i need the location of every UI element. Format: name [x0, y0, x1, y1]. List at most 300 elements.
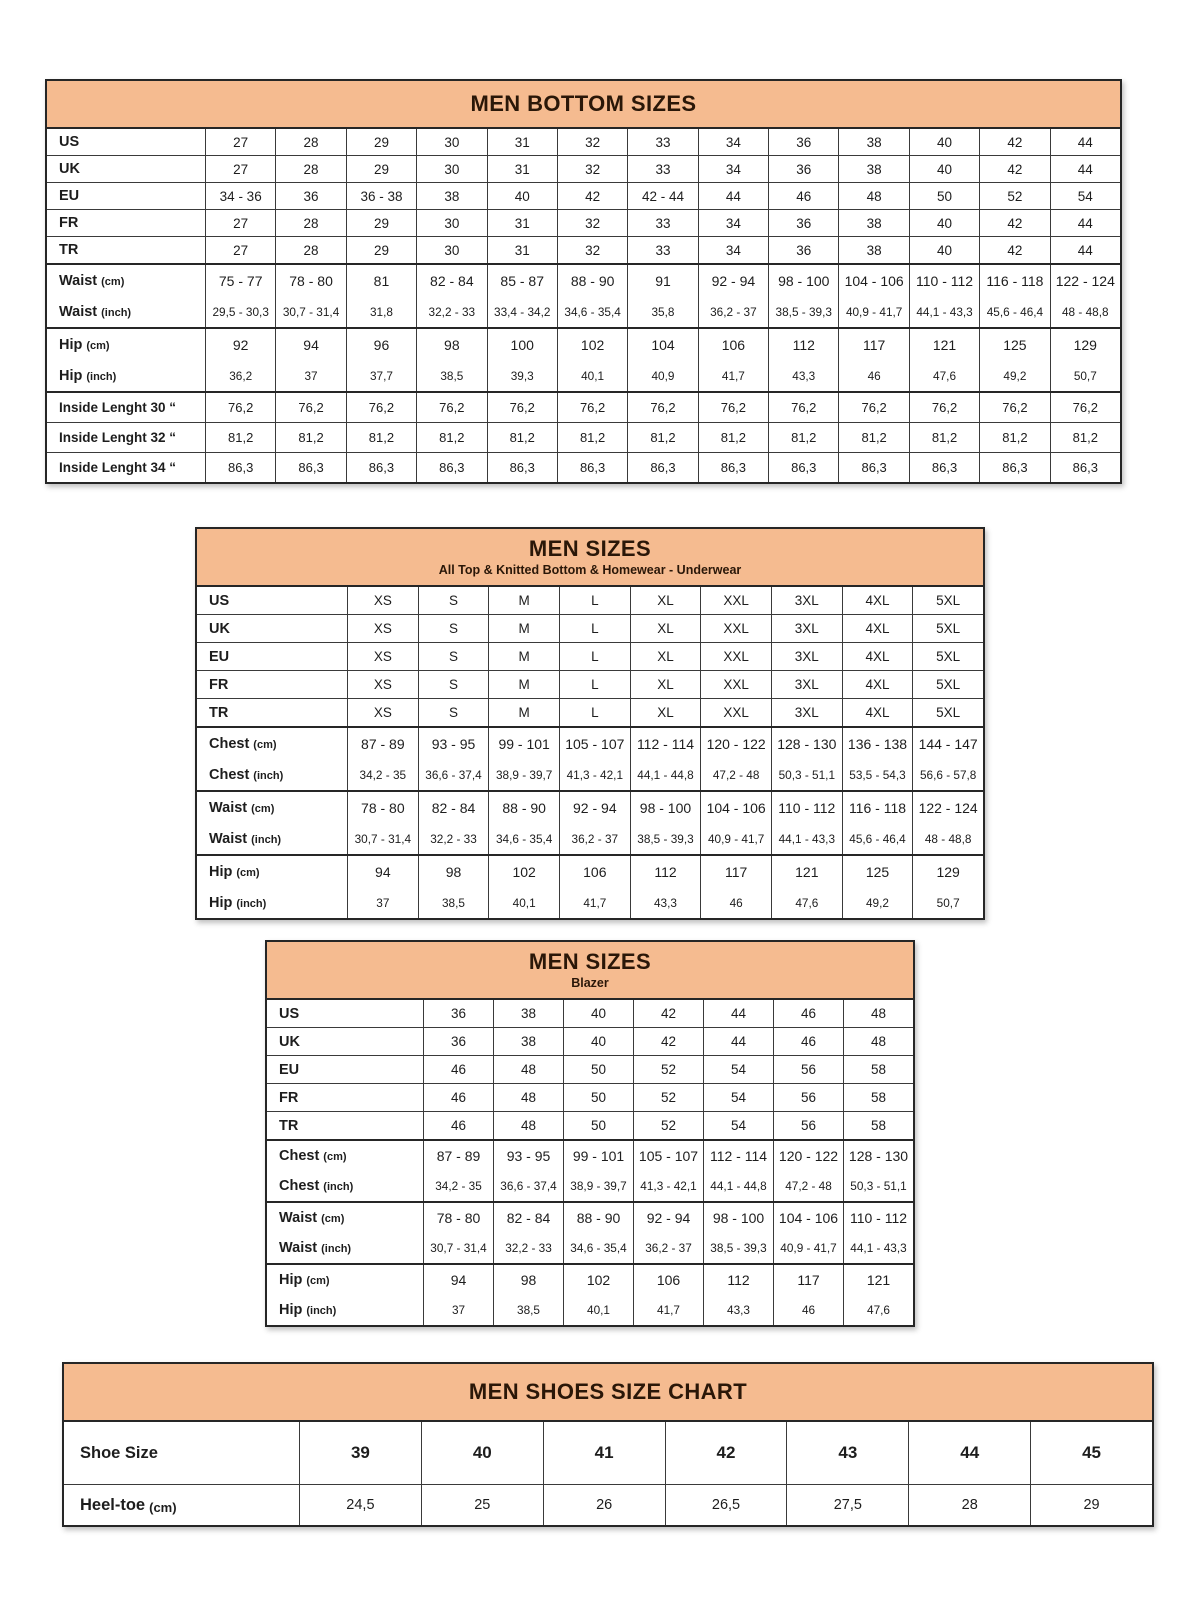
- row-label: [47, 296, 205, 327]
- table-cell: 41,7: [559, 887, 630, 918]
- table-cell: M: [488, 643, 559, 670]
- row-label: [64, 1422, 299, 1484]
- table-cell: 117: [773, 1265, 843, 1295]
- table-cell: 98 - 100: [630, 792, 701, 823]
- men-bottom-sizes-table: [45, 79, 1122, 484]
- table-row: [197, 671, 983, 698]
- table-cell: 40: [563, 1000, 633, 1027]
- table-cell: 129: [1050, 329, 1120, 360]
- table-row: [47, 129, 1120, 155]
- table-cell: 58: [843, 1056, 913, 1083]
- table-cell: 5XL: [912, 587, 983, 614]
- table-cell: 36: [275, 183, 345, 209]
- table-cell: 76,2: [627, 393, 697, 422]
- table-cell: 32: [557, 237, 627, 263]
- table-cell: 129: [912, 856, 983, 887]
- row-label-text: FR: [209, 676, 229, 693]
- table-cell: 30: [416, 129, 486, 155]
- table-cell: 40,1: [557, 360, 627, 391]
- table-cell: 29,5 - 30,3: [205, 296, 275, 327]
- row-label-text: US: [59, 134, 80, 150]
- row-label-text: Chest: [209, 766, 250, 783]
- table-cell: 47,6: [843, 1295, 913, 1325]
- table-cell: 27: [205, 156, 275, 182]
- table-cell: 40: [563, 1028, 633, 1055]
- table-row: [197, 823, 983, 854]
- table-row: [47, 423, 1120, 452]
- table-cell: 44,1 - 43,3: [771, 823, 842, 854]
- table-cell: 38,5: [418, 887, 489, 918]
- table-cell: 38,5: [416, 360, 486, 391]
- table-cell: 86,3: [698, 453, 768, 482]
- table-cell: 4XL: [842, 615, 913, 642]
- table-cell: 46: [423, 1056, 493, 1083]
- table-cell: 36: [423, 1000, 493, 1027]
- row-group: [197, 854, 983, 918]
- table-cell: 88 - 90: [557, 265, 627, 296]
- table-cell: XL: [630, 587, 701, 614]
- table-cell: 112 - 114: [703, 1141, 773, 1171]
- table-cell: 81,2: [275, 423, 345, 452]
- table-cell: 5XL: [912, 671, 983, 698]
- table-cell: 44: [1050, 210, 1120, 236]
- table-cell: 38,9 - 39,7: [488, 759, 559, 790]
- table-row: [197, 643, 983, 670]
- table-cell: 34: [698, 237, 768, 263]
- table-cell: XXL: [700, 615, 771, 642]
- row-label-text: EU: [209, 648, 230, 665]
- table-cell: 36,2 - 37: [633, 1233, 703, 1263]
- table-cell: 26: [543, 1485, 665, 1525]
- table-cell: 92: [205, 329, 275, 360]
- table-cell: 3XL: [771, 699, 842, 726]
- row-group: [197, 698, 983, 726]
- table-cell: 110 - 112: [843, 1203, 913, 1233]
- table-cell: 48: [493, 1084, 563, 1111]
- table-cell: 56,6 - 57,8: [912, 759, 983, 790]
- table-cell: 50,3 - 51,1: [771, 759, 842, 790]
- row-label-text: Waist: [209, 799, 248, 816]
- table-cell: 32: [557, 210, 627, 236]
- row-label: [267, 1000, 423, 1027]
- table-cell: L: [559, 615, 630, 642]
- table-cell: 33: [627, 156, 697, 182]
- table-cell: 104 - 106: [773, 1203, 843, 1233]
- table-cell: 25: [421, 1485, 543, 1525]
- table-cell: 39: [299, 1422, 421, 1484]
- row-unit-label: (cm): [253, 738, 277, 751]
- table-row: [197, 856, 983, 887]
- table-cell: 99 - 101: [563, 1141, 633, 1171]
- table-row: [47, 237, 1120, 263]
- table-cell: 46: [423, 1084, 493, 1111]
- table-cell: 42: [979, 129, 1049, 155]
- table-cell: 41,7: [698, 360, 768, 391]
- table-cell: 36,6 - 37,4: [418, 759, 489, 790]
- table-cell: 37: [275, 360, 345, 391]
- table-cell: 47,6: [909, 360, 979, 391]
- table-cell: 81,2: [838, 423, 908, 452]
- table-cell: 42: [633, 1028, 703, 1055]
- row-unit-label: (inch): [323, 1181, 354, 1193]
- table-cell: 93 - 95: [493, 1141, 563, 1171]
- table-cell: 47,2 - 48: [700, 759, 771, 790]
- table-cell: 38,9 - 39,7: [563, 1171, 633, 1201]
- table-cell: 48: [493, 1056, 563, 1083]
- table-cell: 44,1 - 44,8: [630, 759, 701, 790]
- table-cell: 29: [346, 129, 416, 155]
- row-label: [47, 453, 205, 482]
- table-row: [267, 1028, 913, 1055]
- table-cell: 54: [703, 1112, 773, 1139]
- table-cell: M: [488, 699, 559, 726]
- row-label-text: UK: [209, 620, 230, 637]
- table-cell: 50: [563, 1084, 633, 1111]
- table-cell: 116 - 118: [979, 265, 1049, 296]
- table-cell: 38,5 - 39,3: [703, 1233, 773, 1263]
- table-cell: 86,3: [627, 453, 697, 482]
- table-cell: 56: [773, 1084, 843, 1111]
- table-cell: XL: [630, 671, 701, 698]
- table-cell: 30: [416, 210, 486, 236]
- table-cell: L: [559, 671, 630, 698]
- table-cell: 86,3: [275, 453, 345, 482]
- table-cell: 31: [487, 156, 557, 182]
- table-cell: 40,9: [627, 360, 697, 391]
- row-label-text: Heel-toe: [80, 1495, 146, 1514]
- row-label: [47, 237, 205, 263]
- row-group: [47, 391, 1120, 422]
- row-label: [267, 1265, 423, 1295]
- table-cell: 28: [275, 156, 345, 182]
- table-cell: 42: [979, 210, 1049, 236]
- table-cell: 44,1 - 43,3: [843, 1233, 913, 1263]
- table-cell: 76,2: [275, 393, 345, 422]
- table-cell: 106: [633, 1265, 703, 1295]
- table-cell: 30,7 - 31,4: [423, 1233, 493, 1263]
- table-cell: 88 - 90: [488, 792, 559, 823]
- table-cell: 44: [908, 1422, 1030, 1484]
- table-cell: 86,3: [979, 453, 1049, 482]
- row-unit-label: (inch): [251, 833, 282, 846]
- table-cell: 46: [423, 1112, 493, 1139]
- table-cell: 44: [1050, 129, 1120, 155]
- table-subtitle: All Top & Knitted Bottom & Homewear - Underwear: [438, 562, 742, 577]
- table-cell: 50: [563, 1056, 633, 1083]
- table-cell: 128 - 130: [843, 1141, 913, 1171]
- table-cell: 4XL: [842, 699, 913, 726]
- table-cell: 33: [627, 237, 697, 263]
- table-cell: 44: [1050, 156, 1120, 182]
- table-cell: 28: [908, 1485, 1030, 1525]
- row-label-text: Hip: [209, 863, 233, 880]
- table-cell: 40: [487, 183, 557, 209]
- row-label: [267, 1233, 423, 1263]
- row-unit-label: (inch): [253, 769, 284, 782]
- row-label-text: FR: [279, 1089, 299, 1106]
- table-cell: 82 - 84: [418, 792, 489, 823]
- table-cell: M: [488, 671, 559, 698]
- row-label: [47, 393, 205, 422]
- table-row: [267, 1295, 913, 1325]
- table-cell: 112: [703, 1265, 773, 1295]
- table-cell: 86,3: [838, 453, 908, 482]
- table-cell: 48: [843, 1028, 913, 1055]
- table-cell: 102: [563, 1265, 633, 1295]
- table-cell: 45: [1030, 1422, 1152, 1484]
- row-label-text: Chest: [279, 1148, 320, 1164]
- row-label: [267, 1141, 423, 1171]
- table-cell: 86,3: [346, 453, 416, 482]
- table-cell: 34 - 36: [205, 183, 275, 209]
- table-cell: 41: [543, 1422, 665, 1484]
- table-cell: 106: [559, 856, 630, 887]
- table-row: [197, 759, 983, 790]
- table-cell: 81,2: [979, 423, 1049, 452]
- table-cell: 125: [979, 329, 1049, 360]
- row-label: [197, 671, 347, 698]
- row-label: [47, 183, 205, 209]
- table-cell: 88 - 90: [563, 1203, 633, 1233]
- table-cell: 36: [768, 129, 838, 155]
- table-cell: 99 - 101: [488, 728, 559, 759]
- table-cell: 31,8: [346, 296, 416, 327]
- table-title: MEN BOTTOM SIZES: [470, 91, 697, 117]
- table-cell: 86,3: [1050, 453, 1120, 482]
- table-cell: 40: [421, 1422, 543, 1484]
- table-cell: 81,2: [557, 423, 627, 452]
- table-cell: 98: [416, 329, 486, 360]
- table-cell: 48 - 48,8: [912, 823, 983, 854]
- table-cell: 38: [493, 1028, 563, 1055]
- table-cell: 42: [557, 183, 627, 209]
- row-group: [47, 263, 1120, 327]
- table-cell: 92 - 94: [633, 1203, 703, 1233]
- table-cell: 37,7: [346, 360, 416, 391]
- table-cell: 81,2: [416, 423, 486, 452]
- table-cell: M: [488, 587, 559, 614]
- table-cell: 122 - 124: [912, 792, 983, 823]
- table-cell: 46: [773, 1000, 843, 1027]
- table-cell: 42: [633, 1000, 703, 1027]
- table-cell: 78 - 80: [275, 265, 345, 296]
- table-cell: 47,2 - 48: [773, 1171, 843, 1201]
- table-cell: 50,7: [912, 887, 983, 918]
- table-header-bar: [267, 942, 913, 1000]
- row-label-text: Waist: [59, 272, 98, 289]
- row-label: [47, 265, 205, 296]
- table-cell: 76,2: [487, 393, 557, 422]
- table-cell: 32,2 - 33: [493, 1233, 563, 1263]
- table-cell: 42: [979, 156, 1049, 182]
- table-cell: 92 - 94: [559, 792, 630, 823]
- table-cell: 30,7 - 31,4: [275, 296, 345, 327]
- row-label: [197, 759, 347, 790]
- table-row: [197, 615, 983, 642]
- table-row: [47, 360, 1120, 391]
- table-cell: XS: [347, 671, 418, 698]
- row-label-text: Hip: [209, 894, 233, 911]
- table-cell: 38: [493, 1000, 563, 1027]
- row-unit-label: (cm): [149, 1499, 177, 1515]
- row-label-text: Shoe Size: [80, 1443, 158, 1462]
- table-cell: 40,9 - 41,7: [700, 823, 771, 854]
- table-cell: 102: [488, 856, 559, 887]
- table-cell: 41,7: [633, 1295, 703, 1325]
- table-cell: 44: [703, 1028, 773, 1055]
- row-group: [47, 209, 1120, 236]
- table-cell: 122 - 124: [1050, 265, 1120, 296]
- table-cell: 41,3 - 42,1: [633, 1171, 703, 1201]
- table-row: [267, 1203, 913, 1233]
- table-cell: 98 - 100: [768, 265, 838, 296]
- table-cell: 40,9 - 41,7: [773, 1233, 843, 1263]
- table-cell: 31: [487, 210, 557, 236]
- men-top-sizes-table: [195, 527, 985, 920]
- row-group: [267, 1201, 913, 1263]
- table-cell: 56: [773, 1112, 843, 1139]
- table-cell: XS: [347, 643, 418, 670]
- table-cell: 33,4 - 34,2: [487, 296, 557, 327]
- table-cell: 36 - 38: [346, 183, 416, 209]
- table-cell: 32,2 - 33: [418, 823, 489, 854]
- table-cell: S: [418, 643, 489, 670]
- row-label-text: TR: [59, 242, 79, 258]
- table-cell: 30: [416, 156, 486, 182]
- row-label-text: Inside Lenght 32 “: [59, 430, 177, 445]
- table-cell: 86,3: [909, 453, 979, 482]
- row-group: [267, 1027, 913, 1055]
- table-row: [267, 1000, 913, 1027]
- table-cell: 32: [557, 156, 627, 182]
- row-label: [197, 792, 347, 823]
- row-group: [47, 129, 1120, 155]
- table-cell: 81,2: [909, 423, 979, 452]
- table-cell: 81,2: [768, 423, 838, 452]
- table-cell: 50,3 - 51,1: [843, 1171, 913, 1201]
- table-cell: L: [559, 643, 630, 670]
- table-cell: L: [559, 699, 630, 726]
- table-cell: 125: [842, 856, 913, 887]
- row-label-text: US: [209, 592, 230, 609]
- table-cell: 136 - 138: [842, 728, 913, 759]
- table-cell: 29: [346, 237, 416, 263]
- table-cell: 52: [633, 1056, 703, 1083]
- table-cell: S: [418, 699, 489, 726]
- table-subtitle: Blazer: [571, 975, 609, 990]
- row-group: [64, 1484, 1152, 1525]
- table-cell: 121: [909, 329, 979, 360]
- table-cell: 40,1: [563, 1295, 633, 1325]
- table-row: [64, 1485, 1152, 1525]
- table-cell: 128 - 130: [771, 728, 842, 759]
- table-cell: 30: [416, 237, 486, 263]
- row-label: [267, 1084, 423, 1111]
- table-cell: 37: [423, 1295, 493, 1325]
- table-row: [197, 699, 983, 726]
- table-cell: 34,6 - 35,4: [488, 823, 559, 854]
- table-cell: 58: [843, 1084, 913, 1111]
- table-cell: 93 - 95: [418, 728, 489, 759]
- table-row: [47, 329, 1120, 360]
- table-cell: 29: [346, 156, 416, 182]
- row-label: [267, 1112, 423, 1139]
- table-cell: 34,6 - 35,4: [563, 1233, 633, 1263]
- table-cell: 38,5 - 39,3: [630, 823, 701, 854]
- table-cell: 33: [627, 129, 697, 155]
- table-cell: 86,3: [416, 453, 486, 482]
- table-cell: 32: [557, 129, 627, 155]
- table-cell: 76,2: [838, 393, 908, 422]
- table-cell: 36: [768, 156, 838, 182]
- table-cell: 52: [633, 1112, 703, 1139]
- table-cell: 44,1 - 43,3: [909, 296, 979, 327]
- table-cell: 54: [1050, 183, 1120, 209]
- row-label: [197, 856, 347, 887]
- table-cell: 75 - 77: [205, 265, 275, 296]
- table-cell: 35,8: [627, 296, 697, 327]
- table-cell: 81,2: [698, 423, 768, 452]
- table-cell: 42: [665, 1422, 787, 1484]
- table-cell: XXL: [700, 699, 771, 726]
- row-label-text: UK: [279, 1033, 300, 1050]
- table-cell: 46: [768, 183, 838, 209]
- row-group: [47, 452, 1120, 482]
- table-cell: 110 - 112: [909, 265, 979, 296]
- table-cell: L: [559, 587, 630, 614]
- table-cell: 46: [700, 887, 771, 918]
- table-cell: 82 - 84: [416, 265, 486, 296]
- table-cell: 38: [416, 183, 486, 209]
- row-unit-label: (inch): [321, 1243, 352, 1255]
- table-cell: XXL: [700, 671, 771, 698]
- row-label: [197, 615, 347, 642]
- row-group: [47, 422, 1120, 452]
- table-cell: XL: [630, 643, 701, 670]
- row-group: [197, 614, 983, 642]
- table-cell: 94: [275, 329, 345, 360]
- table-cell: 40: [909, 129, 979, 155]
- table-cell: 4XL: [842, 587, 913, 614]
- row-label-text: Hip: [59, 367, 83, 384]
- table-cell: 27: [205, 210, 275, 236]
- table-cell: 38: [838, 210, 908, 236]
- table-cell: 117: [838, 329, 908, 360]
- table-cell: 45,6 - 46,4: [842, 823, 913, 854]
- table-cell: 49,2: [979, 360, 1049, 391]
- table-header-bar: [47, 81, 1120, 129]
- row-label: [64, 1485, 299, 1525]
- row-label: [197, 823, 347, 854]
- table-cell: 50: [909, 183, 979, 209]
- row-label-text: UK: [59, 161, 80, 177]
- table-header-bar: [64, 1364, 1152, 1422]
- table-row: [64, 1422, 1152, 1484]
- table-cell: 52: [979, 183, 1049, 209]
- men-shoes-size-table: [62, 1362, 1154, 1527]
- table-cell: 38,5 - 39,3: [768, 296, 838, 327]
- table-cell: 4XL: [842, 643, 913, 670]
- table-cell: 48: [838, 183, 908, 209]
- table-cell: 82 - 84: [493, 1203, 563, 1233]
- table-row: [197, 587, 983, 614]
- table-cell: 36: [768, 210, 838, 236]
- table-cell: 53,5 - 54,3: [842, 759, 913, 790]
- table-cell: 37: [347, 887, 418, 918]
- table-cell: 46: [773, 1028, 843, 1055]
- row-label: [197, 887, 347, 918]
- table-cell: 24,5: [299, 1485, 421, 1525]
